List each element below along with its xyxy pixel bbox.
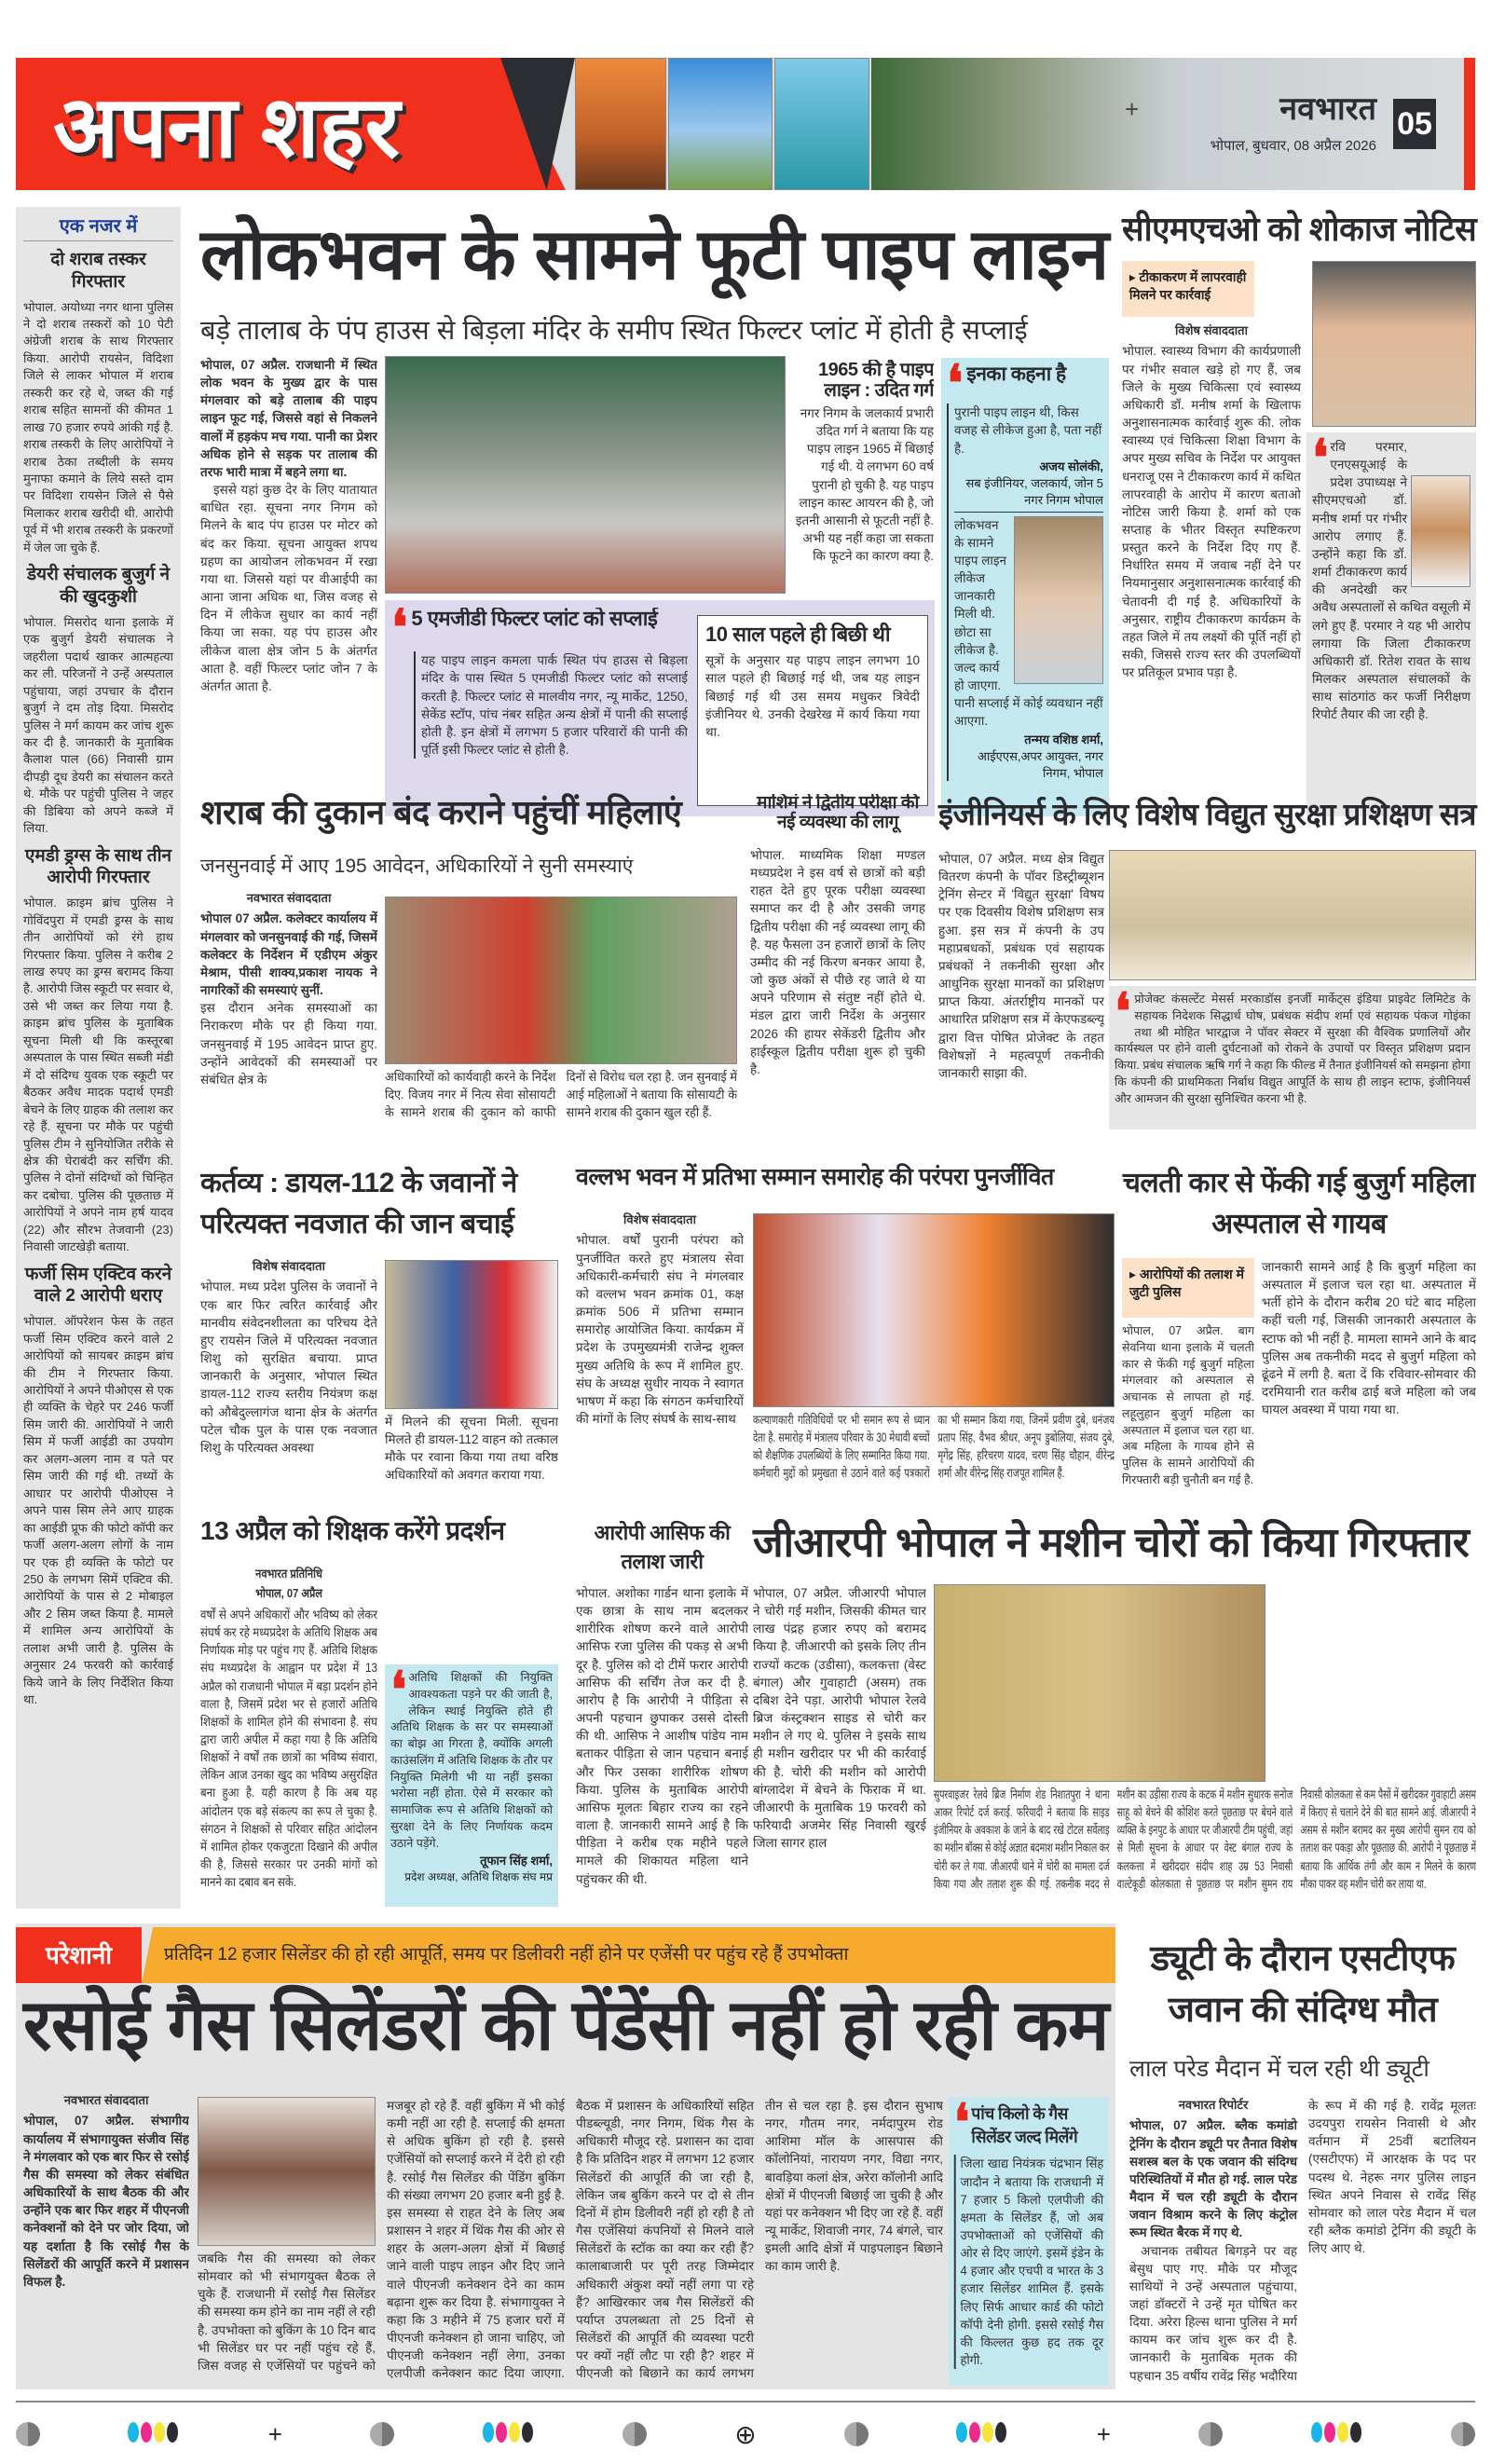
quote-name: अजय सोलंकी,: [1039, 459, 1103, 473]
asif-body: भोपाल. अशोका गार्डन थाना इलाके में एक छात्रा के साथ नाम बदलकर शारीरिक शोषण करने वाले आरोपी आसिफ रजा पुलिस की पकड़ से अभी दूर है. पुलिस को दो टीमें फरार आरोपी आसिफ की सर्चिंग तेज कर दी है. आरोप है कि आरोपी ने पीड़िता से अपनी पहचान छुपाकर उससे दोस्ती की थी. आसिफ ने आशीष पांडेय नाम बताकर पीड़िता से जान पहचान बनाई और फिर उसका शारीरिक शोषण किया. पुलिस के मुताबिक आरोपी आसिफ मूलतः बिहार राज्य का रहने वाला है. जानकारी सामने आई है कि पीड़िता ने करीब एक महीने पहले मामले की शिकायत महिला थाने पहुंचकर की थी.: [576, 1586, 748, 1886]
lead-text: इससे यहां कुछ देर के लिए यातायात बाधित रहा. सूचना नगर निगम को मिलने के बाद पंप हाउस पर मोटर को बंद कर किया. सूचना आयुक्त शपथ ग्रहण का आयोजन लोकभवन में रखा गया था. जिससे यहां पर वीआईपी का आना जाना अधिक था, जिस वजह से दिन में लीकेज सुधार का कार्य नहीं किया जा सका. यह पंप हाउस और लीकेज वाला क्षेत्र जोन 5 के अंतर्गत आता है. वहीं फिल्टर प्लांट जोन 7 के अंतर्गत आता है.: [200, 483, 377, 693]
asif-headline: आरोपी आसिफ की तलाश जारी: [594, 1521, 731, 1573]
photo-tanmay-sharma: [1014, 516, 1103, 684]
registration-mark-icon: [370, 2422, 394, 2446]
gas-strap: प्रतिदिन 12 हजार सिलेंडर की हो रही आपूर्ति, समय पर डिलीवरी नहीं होने पर एजेंसी पर पहुंच रहे हैं उपभोक्ता: [164, 1945, 849, 1964]
dateline: भोपाल, बुधवार, 08 अप्रैल 2026: [1210, 138, 1376, 154]
quote-role: सब इंजीनियर, जलकार्य, जोन 5 नगर निगम भोपाल: [954, 474, 1103, 513]
quote-mark-icon: ❛: [1312, 432, 1329, 487]
stf-body: [1129, 2097, 1476, 2388]
liquor-headline: शराब की दुकान बंद कराने पहुंचीं महिलाएं: [200, 793, 682, 831]
sidebar-briefs: [16, 207, 181, 1909]
lead-intro: भोपाल, 07 अप्रैल. राजधानी में स्थित लोक भवन के मुख्य द्वार के पास मंगलवार को बड़े तालाब की पाइप लाइन फूट गई, जिससे वहां से निकलने वालों में हड़कंप मच गया. पानी का प्रेशर अधिक होने से सड़क पर तालाब की तरफ भारी मात्रा में बहने लगा था.: [200, 358, 377, 479]
registration-mark-icon: [16, 2422, 40, 2446]
registration-mark-icon: [844, 2422, 869, 2446]
photo-grp-police: [934, 1584, 1265, 1782]
header-edge: [1464, 58, 1475, 190]
stf-deck: लाल परेड मैदान में चल रही थी ड्यूटी: [1129, 2056, 1429, 2082]
photo-women-janasunvai: [385, 897, 737, 1064]
brief-title: एमडी ड्रग्स के साथ तीन आरोपी गिरफ्तार: [24, 845, 172, 888]
quotes-box: [941, 358, 1109, 816]
gas-fivekg-box: [949, 2097, 1109, 2386]
target-icon: ⊕: [734, 2419, 757, 2449]
liquor-body: [200, 890, 377, 1129]
byline: नवभारत संवाददाता: [246, 891, 332, 905]
liquor-caption: अधिकारियों को कार्यवाही करने के निर्देश दिए. विजय नगर में नित्य सेवा सोसायटी के सामने शराब की दुकान को काफी दिनों से विरोध चल रहा है. जन सुनवाई में आई महिलाओं ने बताया कि सोसायटी के सामने शराब की दुकान खुल रही हैं.: [385, 1070, 737, 1120]
registration-mark-icon: [622, 2422, 647, 2446]
grp-body-cont: सुपरवाइजर रेलवे ब्रिज निर्माण शेड निशातपुरा ने थाना आकर रिपोर्ट दर्ज कराई. फरियादी ने बताया कि साइड इंजीनियर के अवकाश के जाने के बाद रखे टोटल सर्वेलाइ का मशीन बॉक्स से कोई अज्ञात बदमाश मशीन निकाल कर चोरी कर ले गया. जीआरपी थाने में चोरी का मामला दर्ज किया गया और तलाश शुरू की गई. तकनीक मदद से मशीन का उड़ीसा राज्य के कटक में मशीन सुधारक सनोज साहू को बेचने की कोशिश करते पूछताछ पर बेचने वाले व्यक्ति के इनपुट के आधार पर जीआरपी टीम पहुंची, जहां से मिली सूचना के आधार पर वेस्ट बंगाल राज्य के कलकत्ता में खरीददार संदीप शाह उम्र 53 निवासी वाल्टेकूडी कोलकाता से पूछताछ पर मशीन सुमन राय निवासी कोलकता से कम पैसों में खरीदकर गुवाहाटी असम में किराए से चलाने देने की बात सामने आई. जीआरपी ने असम से मशीन बरामद कर मुख्य आरोपी सुमन राय को तलाश कर पकड़ा और पूछताछ की. आरोपी ने पूछताछ में बताया कि आर्थिक तंगी और काम न मिलने के कारण मौका पाकर वह मशीन चोरी कर लाया था.: [934, 1787, 1476, 1891]
engineers-quote-text: प्रोजेक्ट कंसल्टेंट मेसर्स मरकाडॉस इनर्जी मार्केट्स इंडिया प्राइवेट लिमिटेड के सहायक निदेशक सिद्धार्थ घोष, प्रबंधक संदीप शर्मा एवं सहायक पंकज गोइंका तथा श्री मोहित भारद्वाज ने पॉवर सेक्टर में सुरक्षा की वैश्विक प्रणालियों और कार्यस्थल पर होने वाली दुर्घटनाओं को रोकने के उपायों पर विस्तृत प्रशिक्षण प्रदान किया. प्रबंध संचालक ऋषि गर्ग ने कहा कि फील्ड में तैनात इंजीनियर्स को समझना होगा कि कंपनी की प्राथमिकता निर्बाध विद्युत आपूर्ति के साथ ही लाइन स्टाफ, इंजीनियर्स और आमजन की सुरक्षा सुनिश्चित करना भी है.: [1115, 992, 1470, 1105]
photo-ravi-parmar: [1411, 475, 1470, 587]
section-title: अपना शहर: [53, 80, 401, 175]
gas-lead-text: भोपाल, 07 अप्रैल. संभागीय कार्यालय में संभागायुक्त संजीव सिंह ने मंगलवार को एक बार फिर से रसोई गैस की समस्या को लेकर संबंधित अधिकारियों के साथ बैठक की और उन्होंने एक बार फिर शहर में पीएनजी कनेक्शनों को देने पर जोर दिया, जो यह दर्शाता है कि रसोई गैस के सिलेंडरों की आपूर्ति करने में प्रशासन विफल है.: [23, 2114, 189, 2289]
page-number: 05: [1393, 99, 1436, 149]
color-bar-icon: [956, 2422, 1008, 2447]
history-title: 10 साल पहले ही बिछी थी: [705, 623, 891, 646]
brief-item: [23, 249, 173, 556]
sidebar-label: एक नजर में: [23, 212, 173, 241]
photo-pratibha-samman: [753, 1213, 1115, 1407]
photo-sanjeev-singh: [198, 2097, 376, 2246]
lead-headline: लोकभवन के सामने फूटी पाइप लाइन: [200, 215, 1109, 294]
cmho-body: [1122, 322, 1301, 816]
stf-lead: भोपाल, 07 अप्रैल. ब्लैक कमांडो ट्रेनिंग के दौरान ड्यूटी पर तैनात विशेष सशस्त्र बल के एक जवान की संदिग्ध परिस्थितियों में मौत हो गई. लाल परेड मैदान में चल रही ड्यूटी के दौरान जवान विश्राम करने के लिए कंट्रोल रूम स्थित बैरक में गए थे.: [1129, 2118, 1297, 2240]
crosshair-icon: +: [1096, 2419, 1111, 2448]
brief-item: [23, 564, 173, 837]
dial112-body: [200, 1258, 377, 1493]
brief-title: डेयरी संचालक बुजुर्ग ने की खुदकुशी: [26, 565, 171, 608]
liquor-text: इस दौरान अनेक समस्याओं का निराकरण मौके पर ही किया गया. जनसुनवाई में 195 आवेदन प्राप्त हुए. उन्होंने आवेदकों की समस्याओं पर संबंधित क्षेत्र के: [200, 1001, 377, 1087]
brief-title: दो शराब तस्कर गिरफ्तार: [50, 250, 146, 292]
color-bar-icon: [483, 2422, 535, 2447]
dial112-body-cont: में मिलने की सूचना मिली. सूचना मिलते ही डायल-112 वाहन को तत्काल मौके पर रवाना किया गया तथा वरिष्ठ अधिकारियों को अवगत कराया गया.: [385, 1415, 558, 1483]
color-bar-icon: [128, 2422, 180, 2447]
grp-headline: जीआरपी भोपाल ने मशीन चोरों को किया गिरफ्तार: [753, 1520, 1470, 1566]
quote-text: पुरानी पाइप लाइन थी, किस वजह से लीकेज हुआ है, पता नहीं है.: [954, 405, 1102, 456]
byline: विशेष संवाददाता: [1175, 323, 1248, 337]
sidebar-1965-body: नगर निगम के जलकार्य प्रभारी उदित गर्ग ने बताया कि यह पाइप लाइन 1965 में बिछाई गई थी. ये लगभग 60 वर्ष पुरानी हो चुकी है. यह पाइप लाइन कास्ट आयरन की है, जो इतनी आसानी से फूटती नहीं है. अभी यह नहीं कहा जा सकता कि फूटने का कारण क्या है.: [795, 406, 934, 564]
car-tag: ▸ आरोपियों की तलाश में जुटी पुलिस: [1122, 1258, 1254, 1318]
history-box: [697, 615, 928, 806]
photo-mosque: [668, 58, 773, 190]
paper-name: नवभारत: [1279, 91, 1376, 127]
car-body: भोपाल, 07 अप्रैल. बाग सेवनिया थाना इलाके में चलती कार से फेंकी गई बुजुर्ग महिला मंगलवार को अस्पताल से अचानक से लापता हो गई. लहूलुहान बुजुर्ग महिला का अस्पताल में इलाज चल रहा था. अब महिला के गायब होने से पुलिस के सामने आरोपियों की गिरफ्तारी बड़ी चुनौती बन गई है.: [1122, 1324, 1254, 1486]
car-tag-text: आरोपियों की तलाश में जुटी पुलिस: [1129, 1266, 1244, 1299]
quote-role: आईएएस,अपर आयुक्त, नगर निगम, भोपाल: [978, 748, 1103, 780]
fivekg-body: जिला खाद्य नियंत्रक चंद्रभान सिंह जादौन ने बताया कि राजधानी में 7 हजार 5 किलो एलपीजी की क्षमता के सिलेंडर हैं, जो अब उपभोक्ताओं को एजेंसियों की ओर से दिए जाएंगे. इसमें इंडेन के 4 हजार और एचपी व भारत के 3 हजार सिलेंडर शामिल हैं. इसके लिए सिर्फ आधार कार्ड की फोटो कॉपी देनी होगी. इससे रसोई गैस की किल्लत कुछ हद तक दूर होगी.: [954, 2155, 1103, 2369]
crosshair-icon: +: [267, 2419, 282, 2448]
lead-body: [200, 356, 377, 794]
byline: नवभारत संवाददाता: [63, 2093, 149, 2107]
brief-body: भोपाल. क्राइम ब्रांच पुलिस ने गोविंदपुरा में एमडी ड्रग्स के साथ तीन आरोपियों को रंगे हाथ गिरफ्तार किया. पुलिस ने करीब 2 लाख रुपए का ड्रग्स बरामद किया है. आरोपी जिस स्कूटी पर सवार थे, उसे भी जब्त कर लिया गया है. क्राइम ब्रांच पुलिस के मुताबिक सूचना मिली थी कि कस्तूरबा अस्पताल के पास स्थित सब्जी मंडी में दो संदिग्ध युवक एक स्कूटी पर बैठकर अवैध मादक पदार्थ एमडी बेचने के लिए ग्राहक की तलाश कर रहे हैं. सूचना पर मौके पर पहुंची पुलिस टीम ने सुनियोजित तरीके से क्षेत्र की घेराबंदी कर सर्चिंग की. पुलिस ने दोनों संदिग्धों को चिन्हित कर दबोचा. पुलिस की पूछताछ में आरोपियों ने अपने नाम हर्ष यादव (22) और सौरभ तेजवानी (23) निवासी जाटखेड़ी बताया.: [23, 896, 173, 1254]
gas-lead: [23, 2092, 189, 2386]
teachers-headline: 13 अप्रैल को शिक्षक करेंगे प्रदर्शन: [200, 1516, 505, 1545]
teachers-text: वर्षों से अपने अधिकारों और भविष्य को लेकर संघर्ष कर रहे मध्यप्रदेश के अतिथि शिक्षक अब निर्णायक मोड़ पर पहुंच गए हैं. अतिथि शिक्षक संघ मध्यप्रदेश के आह्वान पर प्रदेश में 13 अप्रैल को राजधानी भोपाल में बड़ा प्रदर्शन होने वाला है, जिसमें प्रदेश भर से हजारों अतिथि शिक्षकों के शामिल होने की संभावना है. संघ द्वारा जारी अपील में कहा गया है कि अतिथि शिक्षकों ने वर्षों तक छात्रों का भविष्य संवारा, लेकिन आज उनका खुद का भविष्य असुरक्षित बना हुआ है. यही कारण है कि अब यह आंदोलन एक बड़े संकल्प का रूप ले चुका है. संगठन ने शिक्षकों से परिवार सहित आंदोलन में शामिल होकर एकजुटता दिखाने की अपील की है, जिससे सरकार पर उनकी मांगों को मानने का दबाव बन सके.: [200, 1607, 377, 1890]
lead-deck: बड़े तालाब के पंप हाउस से बिड़ला मंदिर के समीप स्थित फिल्टर प्लांट में होती है सप्लाई: [200, 316, 1028, 346]
supply-title: 5 एमजीडी फिल्टर प्लांट को सप्लाई: [411, 608, 658, 630]
photo-statue: [575, 58, 666, 190]
quote-role: प्रदेश अध्यक्ष, अतिथि शिक्षक संघ मप्र: [404, 1870, 553, 1884]
photo-lake: [774, 58, 869, 190]
quotes-title: इनका कहना है: [966, 363, 1066, 385]
supply-body: यह पाइप लाइन कमला पार्क स्थित पंप हाउस से बिड़ला मंदिर के पास स्थित 5 एमजीडी फिल्टर प्लांट को सप्लाई करती है. फिल्टर प्लांट से मालवीय नगर, न्यू मार्केट, 1250, सेकेंड स्टॉप, पांच नंबर सहित अन्य क्षेत्रों में पानी की सप्लाई होती है. इन क्षेत्रों में लगभग 5 हजार परिवारों की पानी की पूर्ति इसी फिल्टर प्लांट से होती है.: [414, 651, 688, 759]
vallabh-headline: वल्लभ भवन में प्रतिभा सम्मान समारोह की परंपरा पुनर्जीवित: [576, 1164, 1054, 1190]
teachers-quote-text: अतिथि शिक्षकों की नियुक्ति आवश्यकता पड़ने पर की जाती है, लेकिन स्थाई नियुक्ति होते ही अतिथि शिक्षक के सर पर समस्याओं का बोझ आ गिरता है, क्योंकि अगली काउंसलिंग में अतिथि शिक्षक के तौर पर नियुक्ति मिलेगी भी या नहीं इसका भरोसा नहीं होता. ऐसे में सरकार को सामाजिक रूप से अतिथि शिक्षकों को सुरक्षा देने के लिए निर्णायक कदम उठाने पड़ेंगे.: [390, 1671, 553, 1850]
color-bar-icon: [1311, 2422, 1363, 2447]
engineers-body: भोपाल, 07 अप्रैल. मध्य क्षेत्र विद्युत वितरण कंपनी के पॉवर डिस्ट्रीब्यूशन ट्रेनिंग सेन्टर में 'विद्युत सुरक्षा' विषय पर एक दिवसीय विशेष प्रशिक्षण सत्र हुआ. इस सत्र में कंपनी के उप महाप्रबधकों, प्रबंधक एवं सहायक प्रबंधकों ने तकनीकी सुरक्षा और आधुनिक सुरक्षा मानकों का प्रशिक्षण प्राप्त किया. अंतर्राष्ट्रीय मानकों पर आधारित प्रशिक्षण सत्र में केएफडब्ल्यू द्वारा वित्त पोषित प्रोजेक्ट के तहत विशेषज्ञों ने महत्वपूर्ण तकनीकी जानकारी साझा की.: [938, 852, 1104, 1080]
dial112-headline: कर्तव्य : डायल-112 के जवानों ने परित्यक्त नवजात की जान बचाई: [200, 1168, 517, 1239]
sidebar-1965-title: 1965 की है पाइप लाइन : उदित गर्ग: [817, 360, 934, 401]
vallabh-text: भोपाल. वर्षों पुरानी परंपरा को पुनर्जीवित करते हुए मंत्रालय सेवा अधिकारी-कर्मचारी संघ ने मंगलवार को वल्लभ भवन क्रमांक 01, कक्ष क्रमांक 506 में प्रतिभा सम्मान समारोह आयोजित किया. कार्यक्रम में प्रदेश के उपमुख्यमंत्री राजेन्द्र शुक्ल मुख्य अतिथि के रूप में शामिल हुए. संघ के अध्यक्ष सुधीर नायक ने स्वागत भाषण में कहा कि संगठन कर्मचारियों की मांगों के लिए संघर्ष के साथ-साथ: [576, 1233, 744, 1427]
quote-mark-icon: ❛: [953, 2097, 970, 2152]
cmho-headline: सीएमएचओ को शोकाज नोटिस: [1122, 210, 1477, 248]
gas-tag: परेशानी: [16, 1927, 142, 1983]
fivekg-title: पांच किलो के गैस सिलेंडर जल्द मिलेंगे: [971, 2104, 1078, 2147]
dial112-text: भोपाल. मध्य प्रदेश पुलिस के जवानों ने एक बार फिर त्वरित कार्रवाई और मानवीय संवेदनशीलता का परिचय देते हुए रायसेन जिले में परित्यक्त नवजात शिशु को सुरक्षित बचाया. प्राप्त जानकारी के अनुसार, भोपाल स्थित डायल-112 राज्य स्तरीय नियंत्रण कक्ष को औबेदुल्लागंज थाना क्षेत्र के अंतर्गत पटेल चौक पुल के पास एक नवजात शिशु के परित्यक्त अवस्था: [200, 1280, 377, 1455]
print-rule: [16, 2401, 1475, 2402]
photo-engineers-training: [1109, 850, 1476, 980]
quote-mark-icon: ❛: [391, 608, 408, 657]
photo-dial112-rescue: [385, 1260, 558, 1409]
quote-name: तन्मय वशिष्ठ शर्मा,: [1024, 732, 1103, 746]
sidebar-1965: [794, 360, 934, 593]
byline: विशेष संवाददाता: [623, 1212, 696, 1226]
quote-mark-icon: ❛: [947, 358, 964, 413]
liquor-deck: जनसुनवाई में आए 195 आवेदन, अधिकारियों ने सुनी समस्याएं: [200, 856, 634, 877]
print-marks: [16, 2416, 1475, 2453]
quote-mark-icon: ❛: [1115, 986, 1131, 1041]
registration-cross: +: [1125, 95, 1140, 123]
dateline: भोपाल, 07 अप्रैल: [255, 1586, 322, 1601]
gas-body-columns: [198, 2097, 943, 2386]
brief-item: [23, 845, 173, 1256]
byline: विशेष संवाददाता: [253, 1259, 325, 1273]
brief-item: [23, 1264, 173, 1709]
history-body: सूत्रों के अनुसार यह पाइप लाइन लगभग 10 साल पहले ही बिछाई गई थी, जब यह लाइन बिछाई गई थी उस समय मधुकर त्रिवेदी इंजीनियर थे. उनकी देखरेख में कार्य किया गया था.: [705, 653, 920, 739]
cmho-quote-box: [1306, 432, 1476, 816]
cmho-tag-text: टीकाकरण में लापरवाही मिलने पर कार्रवाई: [1129, 269, 1247, 302]
stf-text: अचानक तबीयत बिगड़ने पर वह बेसुध पाए गए. मौके पर मौजूद साथियों ने उन्हें अस्पताल पहुंचाया, जहां डॉक्टरों ने उन्हें मृत घोषित कर दिया. अरेरा हिल्स थाना पुलिस ने मर्ग कायम कर जांच शुरू कर दी है. जानकारी के मुताबिक मृतक की पहचान 35 वर्षीय रावेंद्र सिंह भदौरिया के रूप में की गई है. रावेंद्र मूलतः उदयपुरा रायसेन निवासी थे और वर्तमान में 25वीं बटालियन (एसटीएफ) में आरक्षक के पद पर पदस्थ थे. नेहरू नगर पुलिस लाइन स्थित अपने निवास से रावेंद्र सिंह सोमवार को लाल परेड मैदान में चल रही ब्लैक कमांडो ट्रेनिंग की ड्यूटी के लिए आए थे.: [1129, 2099, 1476, 2383]
byline: नवभारत रिपोर्टर: [1178, 2098, 1249, 2112]
gas-body: जबकि गैस की समस्या को लेकर सोमवार को भी संभागयुक्त बैठक ले चुके हैं. राजधानी में रसोई गैस सिलेंडर की समस्या कम होने का नाम नहीं ले रही है. उपभोक्ता को बुकिंग के 10 दिन बाद भी सिलेंडर घर पर नहीं पहुंच रहे हैं, जिस वजह से एजेंसियों पर पहुंचने को मजबूर हो रहे हैं. वहीं बुकिंग में भी कोई कमी नहीं आ रही है. सप्लाई की क्षमता से अधिक बुकिंग हो रही है. इससे एजेंसियों को सप्लाई करने में देरी हो रही है. रसोई गैस सिलेंडर की पेंडिंग बुकिंग की संख्या लगभग 20 हजार बनी हुई है. इस समस्या से राहत देने के लिए अब प्रशासन ने शहर में थिंक गैस की ओर से शहर के अलग-अलग क्षेत्रों में बिछाई जाने वाली पाइप लाइन और दिए जाने वाले पीएनजी कनेक्शन देने का काम बढ़ाना शुरू कर दिया है. संभागायुक्त ने कहा कि 3 महीने में 75 हजार घरों में पीएनजी कनेक्शन हो जाना चाहिए, जो पीएनजी कनेक्शन नहीं लेगा, उनका एलपीजी कनेक्शन काट दिया जाएगा. बैठक में प्रशासन के अधिकारियों सहित पीडब्ल्यूडी, नगर निगम, थिंक गैस के अधिकारी मौजूद रहे. प्रशासन का दावा है कि प्रतिदिन शहर में लगभग 12 हजार सिलेंडरों की आपूर्ति की जा रही है, लेकिन जब बुकिंग करने पर दो से तीन दिनों में होम डिलीवरी नहीं हो रही है तो गैस एजेंसियां कंपनियों से मिलने वाले सिलेंडरों के स्टॉक का क्या कर रही हैं? कालाबाजारी पर पूरी तरह जिम्मेदार अधिकारी अंकुश क्यों नहीं लगा पा रहे हैं? आखिरकार जब गैस सिलेंडरों की पर्याप्त उपलब्धता तो 25 दिनों से सिलेंडरों की आपूर्ति की व्यवस्था पटरी पर क्यों नहीं लौट पा रही है? शहर में पीएनजी को बिछाने का कार्य लगभग तीन से चल रहा है. इस दौरान सुभाष नगर, गौतम नगर, नर्मदापुरम रोड आशिमा मॉल के आसपास की कॉलोनियां, नारायण नगर, विद्या नगर, बावड़िया कलां क्षेत्र, अरेरा कॉलोनी आदि क्षेत्रों में पीएनजी बिछाई जा चुकी है और यहां पर कनेक्शन भी दिए जा रहे हैं. वहीं न्यू मार्केट, शिवाजी नगर, 74 बंगले, चार इमली आदि क्षेत्रों में पाइपलाइन बिछाने का काम जारी है.: [198, 2099, 943, 2381]
page-header: [16, 58, 1475, 190]
supply-quote: [391, 608, 688, 811]
registration-mark-icon: [1451, 2422, 1475, 2446]
cmho-text: भोपाल. स्वास्थ्य विभाग की कार्यप्रणाली पर गंभीर सवाल खड़े हो गए हैं, जब जिले के मुख्य चिकित्सा एवं स्वास्थ्य अधिकारी डॉ. मनीष शर्मा के खिलाफ अनुशासनात्मक कार्रवाई शुरू की. लोक स्वास्थ्य एवं चिकित्सा शिक्षा विभाग के अपर मुख्य सचिव के निर्देश पर आयुक्त धनराजू एस ने टीकाकरण कार्य में कथित लापरवाही के आरोप में कारण बताओ नोटिस जारी किया है. शर्मा को एक सप्ताह के भीतर विस्तृत स्पष्टिकरण प्रस्तुत करने के निर्देश दिए गए हैं. निर्धारित समय में जवाब नहीं देने पर नियमानुसार अनुशासनात्मक कार्रवाई की चेतावनी दी गई है. अधिकारियों के अनुसार, राष्ट्रीय टीकाकरण कार्यक्रम के तहत जिले में तय लक्ष्यों की पूर्ति नहीं हो सकी, जिससे राज्य स्तर की उपलब्धियों पर प्रतिकूल प्रभाव पड़ा है.: [1122, 344, 1301, 680]
photo-temple: [871, 58, 1475, 190]
engineers-headline: इंजीनियर्स के लिए विशेष विद्युत सुरक्षा प्रशिक्षण सत्र: [938, 797, 1476, 831]
liquor-lead: भोपाल 07 अप्रैल. कलेक्टर कार्यालय में मंगलवार को जनसुनवाई की गई, जिसमें कलेक्टर के निर्देशन में एडीएम अंकुर मेश्राम, पीसी शाक्य,प्रकाश नायक ने नागरिकों की समस्याएं सुनीं.: [200, 911, 377, 998]
brief-title: फर्जी सिम एक्टिव करने वाले 2 आरोपी धराए: [24, 1264, 172, 1307]
mashim-headline: माशिमं ने द्वितीय परीक्षा की नई व्यवस्था की लागू: [757, 794, 919, 832]
quote-mark-icon: ❛: [390, 1664, 407, 1719]
quote-text: लोकभवन के सामने पाइप लाइन लीकेज जानकारी मिली थी. छोटा सा लीकेज है. जल्द कार्य हो जाएगा. पानी सप्लाई में कोई व्यवधान नहीं आएगा.: [954, 517, 1103, 729]
car-body-cont: जानकारी सामने आई है कि बुजुर्ग महिला का अस्पताल में इलाज चल रहा था. अस्पताल में भर्ती होने के दौरान करीब 20 घंटे बाद महिला कहीं चली गई, जिसकी जानकारी अस्पताल के स्टाफ को भी नहीं है. मामला सामने आने के बाद पुलिस अब तकनीकी मदद से बुजुर्ग महिला को ढूंढने में लगी है. बता दें कि रविवार-सोमवार की दरमियानी रात करीब ढाई बजे महिला को जब घायल अवस्था में पाया गया था.: [1262, 1260, 1476, 1417]
quote-name: तूफान सिंह शर्मा,: [480, 1854, 553, 1869]
vallabh-body: [576, 1211, 744, 1493]
teachers-quote-box: [385, 1664, 558, 1907]
byline: नवभारत प्रतिनिधि: [255, 1567, 322, 1581]
cmho-tag: ▸ टीकाकरण में लापरवाही मिलने पर कार्रवाई: [1122, 261, 1254, 317]
brief-body: भोपाल. अयोध्या नगर थाना पुलिस ने दो शराब तस्करों को 10 पेटी अंग्रेजी शराब के साथ गिरफ्तार किया. आरोपी रायसेन, विदिशा जिले से लाकर भोपाल में शराब तस्करी कर रहे थे, जब्त की गई शराब सहित सामनों की कीमत 1 लाख 70 हजार रुपये आंकी गई है. शराब तस्करी के लिए आरोपियों ने शराब ठेका तब्दीली के समय मुनाफा कमाने के लिये सस्ते दाम पर विदिशा रायसेन जिले से पैसे मिलाकर शराब खरीदी थी. आरोपी पूर्व में भी शराब तस्करी के प्रकरणों में जेल जा चुके हैं.: [23, 299, 173, 554]
grp-body: भोपाल, 07 अप्रैल. जीआरपी भोपाल ने चोरी गई मशीन, जिसकी कीमत चार लाख पंद्रह हजार रुपए को बरामद किया है. जीआरपी को इसके लिए तीन राज्यों कटक (उडीसा), कलकत्ता (वेस्ट बंगाल) और गुवाहाटी (असम) तक दबिश देने पड़ा. आरोपी भोपाल रेलवे ब्रिज कंस्ट्रक्शन साइड से चोरी कर मशीन ले गए थे. पुलिस ने इसके साथ ही मशीन खरीदार पर भी की कार्रवाई की है. चोरी की मशीन को आरोपी बांग्लादेश में बेचने के फिराक में था. जीआरपी के मुताबिक 19 फरवरी को फरियादी अजमेर सिंह निवासी खुरई जिला सागर हाल: [753, 1586, 926, 1851]
engineers-quote-box: [1109, 986, 1476, 1129]
teachers-body: [200, 1566, 377, 1907]
brief-body: भोपाल. ऑपरेशन फेस के तहत फर्जी सिम एक्टिव करने वाले 2 आरोपियों को सायबर क्राइम ब्रांच की टीम ने गिरफ्तार किया. आरोपियों ने अपने पीओएस से एक ही व्यक्ति के चेहरे पर 246 फर्जी सिम जारी की. आरोपियों ने जारी सिम में फर्जी आईडी का उपयोग कर अलग-अलग नाम व पते पर सिम जारी की गई थी. तथ्यों के आधार पर आरोपी पीओएस ने अपने पास सिम लेने आए ग्राहक का आईडी प्रूफ की फोटो कॉपी कर फर्जी अलग-अलग लोगों के नाम पर एक ही व्यक्ति के फोटो पर 250 के लगभग सिमें एक्टिव की. आरोपियों के पास से 2 मोबाइल और 2 सिम जब्त किया है. मामले में शामिल अन्य आरोपियों के तलाश अभी जारी है. पुलिस के अनुसार 24 फरवरी को कार्रवाई किये जाने के लिए निर्देशित किया था.: [23, 1314, 173, 1707]
stf-headline: ड्यूटी के दौरान एसटीएफ जवान की संदिग्ध मौत: [1150, 1939, 1456, 2031]
photo-burst-pipeline: [385, 356, 786, 594]
gas-headline: रसोई गैस सिलेंडरों की पेंडेंसी नहीं हो रही कम: [23, 1986, 1109, 2065]
car-headline: चलती कार से फेंकी गई बुजुर्ग महिला अस्पताल से गायब: [1122, 1168, 1476, 1239]
cmho-quote-text: रवि परमार, एनएसयूआई के प्रदेश उपाध्यक्ष ने सीएमएचओ डॉ. मनीष शर्मा पर गंभीर आरोप लगाए हैं. उन्होंने कहा कि डॉ. शर्मा टीकाकरण कार्य की अनदेखी कर अवैध अस्पतालों से कथित वसूली में लगे हुए हैं. परमार ने यह भी आरोप लगाया कि जिला टीकाकरण अधिकारी डॉ. रितेश रावत के साथ मिलकर अस्पताल संचालकों के साथ सांठगांठ कर फर्जी निरीक्षण रिपोर्ट तैयार की जा रही है.: [1312, 440, 1470, 722]
brief-body: भोपाल. मिसरोद थाना इलाके में एक बुजुर्ग डेयरी संचालक ने जहरीला पदार्थ खाकर आत्महत्या कर ली. परिजनों ने उन्हें अस्पताल पहुंचाया, जहां उपचार के दौरान बुजुर्ग ने दम तोड़ दिया. मिसरोद पुलिस ने मर्ग कायम कर जांच शुरू कर दी है. जानकारी के मुताबिक कैलाश पाल (66) निवासी ग्राम दीपड़ी दूध डेयरी का संचालन करते थे. मौके पर पहुंची पुलिस ने जहर की डिबिया को अपने कब्जे में लिया.: [23, 614, 173, 836]
vallabh-body-cont: कल्याणकारी गतिविधियों पर भी समान रूप से ध्यान देता है. समारोह में मंत्रालय परिवार के 30 मेधावी बच्चों को शैक्षणिक उपलब्धियों के लिए सम्मानित किया गया. कर्मचारी मुद्दों को प्रमुखता से उठाने वाले कई पत्रकारों का भी सम्मान किया गया, जिनमें प्रवीण दुबे, धनंजय प्रताप सिंह, वैभव श्रीधर, अनूप डुबोलिया, संजय दुबे, मृगेंद्र सिंह, हरिचरण यादव, चरण सिंह चौहान, वीरेन्द्र शर्मा और वीरेन्द्र सिंह राजपूत शामिल हैं.: [753, 1413, 1115, 1481]
registration-mark-icon: [1198, 2422, 1223, 2446]
photo-cmho: [1312, 261, 1476, 427]
mashim-body: भोपाल. माध्यमिक शिक्षा मण्डल मध्यप्रदेश ने इस वर्ष से छात्रों को बड़ी राहत देते हुए पूरक परीक्षा व्यवस्था समाप्त कर दी है और उसकी जगह द्वितीय परीक्षा की नई व्यवस्था लागू की है. यह फैसला उन हजारों छात्रों के लिए उम्मीद की नई किरण बनकर आया है, जो कुछ अंकों से पीछे रह जाते थे या अपने परिणाम से संतुष्ट नहीं होते थे. मंडल द्वारा जारी निर्देश के अनुसार 2026 की हायर सेकेंडरी द्वितीय और हाईस्कूल द्वितीय परीक्षा शुरू हो चुकी है.: [750, 848, 925, 1076]
